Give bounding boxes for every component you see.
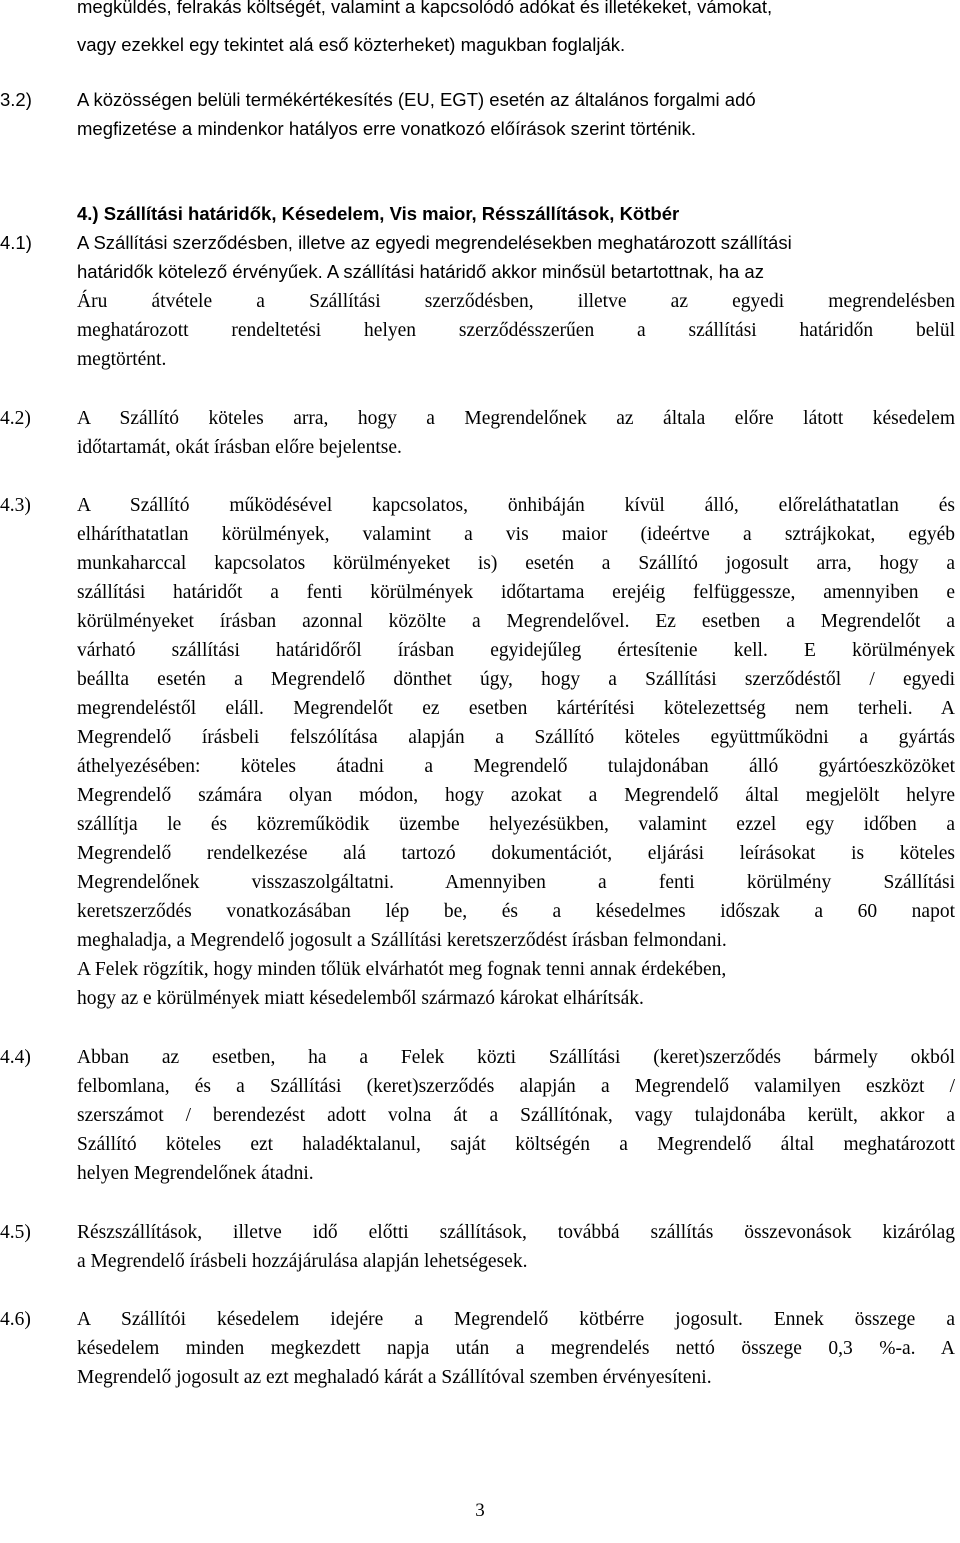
item-line: felbomlana, és a Szállítási (keret)szerződés alapján a Megrendelő valamilyen eszközt / — [77, 1076, 955, 1097]
section-line: megfizetése a mindenkor hatályos erre vonatkozó előírások szerint történik. — [77, 118, 697, 139]
item-number: 4.2) — [0, 408, 31, 429]
item-line: elháríthatatlan körülmények, valamint a vis maior (ideértve a sztrájkokat, egyéb — [77, 524, 955, 545]
item-line: Áru átvétele a Szállítási szerződésben, illetve az egyedi megrendelésben — [77, 291, 955, 312]
item-line: Megrendelő jogosult az ezt meghaladó kárát a Szállítóval szemben érvényesíteni. — [77, 1367, 712, 1388]
item-line: szerszámot / berendezést adott volna át a Szállítónak, vagy tulajdonába került, akkor a — [77, 1105, 955, 1126]
item-line: keretszerződés vonatkozásában lép be, és a késedelmes időszak a 60 napot — [77, 901, 955, 922]
item-line: áthelyezésében: köteles átadni a Megrendelő tulajdonában álló gyártóeszközöket — [77, 756, 955, 777]
item-line: megrendeléstől eláll. Megrendelőt ez esetben kártérítési kötelezettség nem terheli. A — [77, 698, 955, 719]
carry-over-line: megküldés, felrakás költségét, valamint a kapcsolódó adókat és illetékeket, vámokat, — [77, 0, 773, 17]
item-line: Megrendelő írásbeli felszólítása alapján a Szállító köteles együttműködni a gyártás — [77, 727, 955, 748]
item-line: Megrendelő rendelkezése alá tartozó dokumentációt, eljárási leírásokat is köteles — [77, 843, 955, 864]
item-line: A Szállító köteles arra, hogy a Megrendelőnek az általa előre látott késedelem — [77, 408, 955, 429]
item-line: Megrendelőnek visszaszolgáltatni. Amennyiben a fenti körülmény Szállítási — [77, 872, 955, 893]
item-line: megtörtént. — [77, 349, 167, 370]
section-heading: 4.) Szállítási határidők, Késedelem, Vis maior, Résszállítások, Kötbér — [77, 203, 680, 224]
item-line: munkaharccal kapcsolatos körülményeket is) esetén a Szállító jogosult arra, hogy a — [77, 553, 955, 574]
item-line: Abban az esetben, ha a Felek közti Szállítási (keret)szerződés bármely okból — [77, 1047, 955, 1068]
item-line: A Szállítói késedelem idejére a Megrendelő kötbérre jogosult. Ennek összege a — [77, 1309, 955, 1330]
item-line: Megrendelő számára olyan módon, hogy azokat a Megrendelő által megjelölt helyre — [77, 785, 955, 806]
item-line: várható szállítási határidőről írásban egyidejűleg értesítenie kell. E körülmények — [77, 640, 955, 661]
item-line: késedelem minden megkezdett napja után a megrendelés nettó összege 0,3 %-a. A — [77, 1338, 955, 1359]
item-number: 4.3) — [0, 495, 31, 516]
item-line: meghatározott rendeltetési helyen szerződésszerűen a szállítási határidőn belül — [77, 320, 955, 341]
item-line: szállítja le és közreműködik üzembe helyezésükben, valamint ezzel egy időben a — [77, 814, 955, 835]
item-line: Szállító köteles ezt haladéktalanul, saját költségén a Megrendelő által meghatározott — [77, 1134, 955, 1155]
item-line: helyen Megrendelőnek átadni. — [77, 1163, 314, 1184]
item-number: 4.5) — [0, 1222, 31, 1243]
item-line: időtartamát, okát írásban előre bejelentse. — [77, 437, 402, 458]
section-line: A közösségen belüli termékértékesítés (EU, EGT) esetén az általános forgalmi adó — [77, 89, 756, 110]
item-line: határidők kötelező érvényűek. A szállítási határidő akkor minősül betartottnak, ha az — [77, 261, 764, 282]
page-number: 3 — [475, 1500, 485, 1521]
item-number: 4.1) — [0, 232, 32, 253]
item-number: 4.6) — [0, 1309, 31, 1330]
item-line: hogy az e körülmények miatt késedelemből származó károkat elhárítsák. — [77, 988, 644, 1009]
item-line: szállítási határidőt a fenti körülmények időtartama erejéig felfüggessze, amennyiben e — [77, 582, 955, 603]
item-line: körülményeket írásban azonnal közölte a Megrendelővel. Ez esetben a Megrendelőt a — [77, 611, 955, 632]
item-line: a Megrendelő írásbeli hozzájárulása alapján lehetségesek. — [77, 1251, 528, 1272]
section-number: 3.2) — [0, 89, 32, 110]
item-line: A Szállítási szerződésben, illetve az egyedi megrendelésekben meghatározott szállítási — [77, 232, 792, 253]
item-line: meghaladja, a Megrendelő jogosult a Szállítási keretszerződést írásban felmondani. — [77, 930, 727, 951]
item-line: A Szállító működésével kapcsolatos, önhibáján kívül álló, előreláthatatlan és — [77, 495, 955, 516]
item-line: beállta esetén a Megrendelő dönthet úgy, hogy a Szállítási szerződéstől / egyedi — [77, 669, 955, 690]
item-line: Részszállítások, illetve idő előtti szállítások, továbbá szállítás összevonások kizárólag — [77, 1222, 955, 1243]
item-line: A Felek rögzítik, hogy minden tőlük elvárhatót meg fognak tenni annak érdekében, — [77, 959, 727, 980]
item-number: 4.4) — [0, 1047, 31, 1068]
carry-over-line: vagy ezekkel egy tekintet alá eső közterheket) magukban foglalják. — [77, 34, 626, 55]
